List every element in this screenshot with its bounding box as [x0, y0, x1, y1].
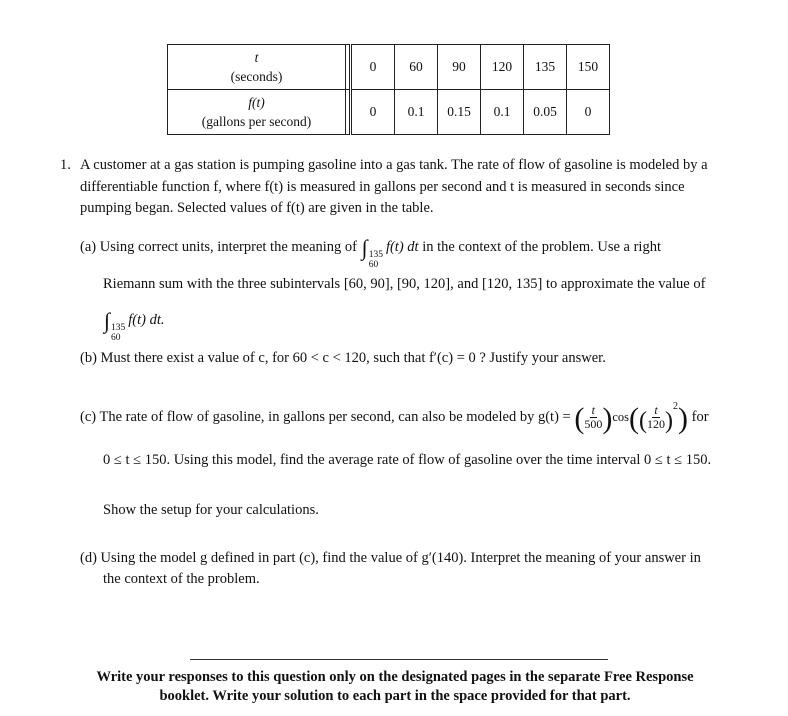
- part-c-text-2: for: [691, 409, 709, 425]
- t-cell: 120: [481, 45, 524, 90]
- integral-sign: ∫: [104, 308, 111, 333]
- part-d-label: (d): [80, 550, 97, 566]
- f-cell: 0.1: [481, 90, 524, 135]
- part-b-label: (b): [80, 350, 97, 366]
- part-a-line-2: Riemann sum with the three subintervals [60, 90], [90, 120], and [120, 135] to approximate the value of: [103, 276, 706, 292]
- t-cell: 0: [351, 45, 395, 90]
- exponent: 2: [673, 401, 678, 412]
- t-variable: t: [254, 50, 259, 65]
- cos-function: cos: [612, 410, 629, 424]
- upper-limit: 135: [368, 250, 383, 260]
- lower-limit: 60: [368, 260, 379, 270]
- intro-line-3: pumping began. Selected values of f(t) are given in the table.: [80, 200, 434, 216]
- t-unit: (seconds): [230, 69, 283, 84]
- problem-number: 1.: [60, 157, 71, 173]
- integrand: f(t) dt: [385, 239, 419, 255]
- lower-limit: 60: [111, 333, 121, 343]
- part-c-line-2: 0 ≤ t ≤ 150. Using this model, find the average rate of flow of gasoline over the time interval 0 ≤ t ≤ 150.: [103, 452, 712, 468]
- table-row-f: [168, 90, 610, 135]
- part-a-label: (a): [80, 239, 97, 255]
- t-cell: 90: [438, 45, 481, 90]
- fraction-t-120: $\frac{t}{120}$: [647, 403, 665, 432]
- part-b-text: Must there exist a value of c, for 60 < c < 120, such that f′(c) = 0 ? Justify your answer.: [100, 350, 606, 366]
- part-c-text-1: The rate of flow of gasoline, in gallons per second, can also be modeled by g(t) =: [99, 409, 571, 425]
- part-a-text-1: Using correct units, interpret the meaning of: [99, 239, 358, 255]
- t-cell: 135: [524, 45, 567, 90]
- t-cell: 150: [567, 45, 610, 90]
- f-cell: 0.15: [438, 90, 481, 135]
- part-b: [80, 348, 606, 369]
- row-label-t: [168, 45, 346, 90]
- footer-instructions: [60, 668, 730, 706]
- integral-limits: [369, 250, 383, 270]
- f-cell: 0.05: [524, 90, 567, 135]
- footer-line-1: Write your responses to this question only on the designated pages in the separate Free Response: [96, 669, 694, 685]
- t-cell: 60: [395, 45, 438, 90]
- row-label-f: [168, 90, 346, 135]
- intro-line-2: differentiable function f, where f(t) is measured in gallons per second and t is measured in seconds since: [80, 179, 685, 195]
- f-variable: f(t): [248, 95, 265, 110]
- table-row-t: [168, 45, 610, 90]
- f-cell: 0: [567, 90, 610, 135]
- f-cell: 0.1: [395, 90, 438, 135]
- part-a-line-3: [103, 310, 165, 343]
- part-c-label: (c): [80, 409, 97, 425]
- part-d-text: Using the model g defined in part (c), find the value of g′(140). Interpret the meaning of your answer in: [100, 550, 701, 566]
- footer-line-2: booklet. Write your solution to each part in the space provided for that part.: [159, 688, 631, 704]
- part-a-line-1: [80, 237, 661, 270]
- part-d-line-2: the context of the problem.: [103, 571, 260, 587]
- f-unit: (gallons per second): [201, 114, 312, 129]
- f-cell: 0: [351, 90, 395, 135]
- integral-limits: [111, 323, 125, 343]
- values-table: [167, 44, 610, 135]
- integral-sign: ∫: [361, 235, 368, 260]
- integrand: f(t) dt.: [128, 312, 165, 328]
- part-d-line-1: [80, 548, 701, 569]
- intro-line-1: A customer at a gas station is pumping gasoline into a gas tank. The rate of flow of gasoline is modeled by a: [80, 157, 708, 173]
- part-c-line-1: (c) The rate of flow of gasoline, in gallons per second, can also be modeled by g(t) = ( $\frac{t}{500}$ )cos(( $\frac{t}{120}$ )$^2$) for: [80, 401, 709, 435]
- fraction-t-500: $\frac{t}{500}$: [584, 403, 603, 432]
- part-c-line-3: Show the setup for your calculations.: [103, 502, 319, 518]
- footer-divider: [190, 659, 608, 660]
- upper-limit: 135: [111, 323, 126, 333]
- part-a-text-2: in the context of the problem. Use a right: [422, 239, 661, 255]
